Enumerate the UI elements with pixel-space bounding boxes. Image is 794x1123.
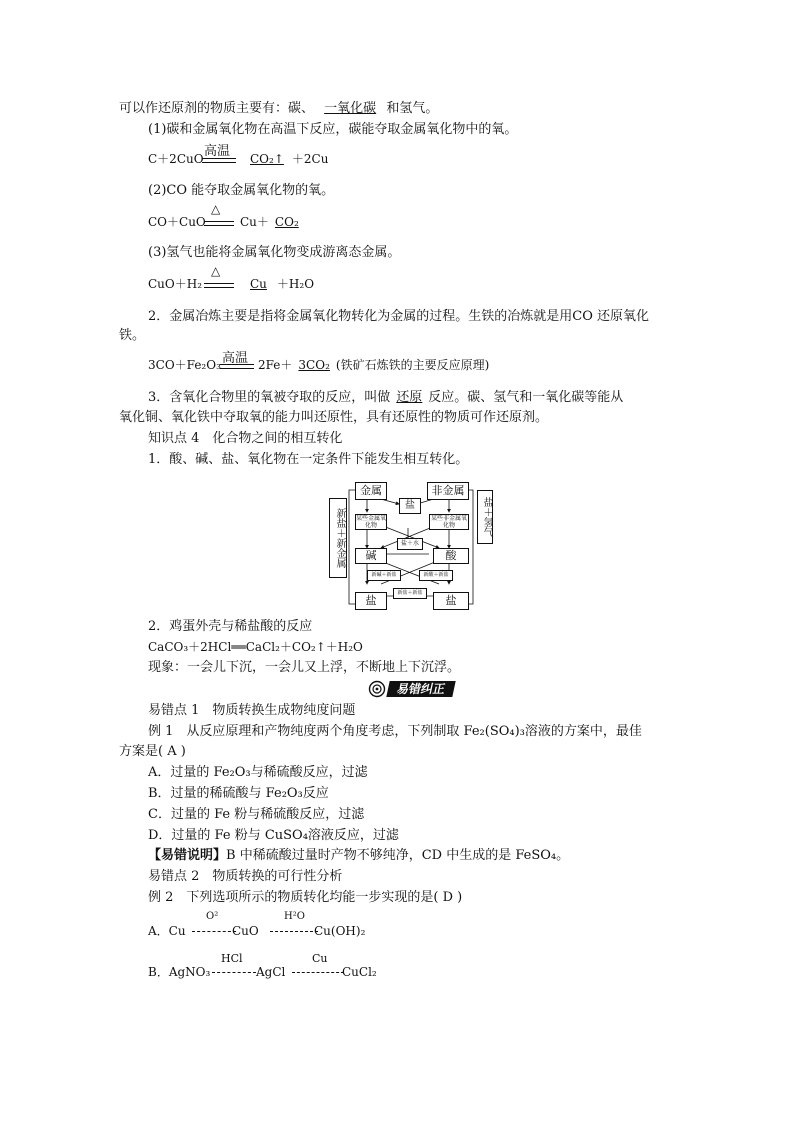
option-b: B．AgNO₃ (148, 965, 211, 979)
paragraph: 2．鸡蛋外壳与稀盐酸的反应 (148, 619, 313, 634)
example-question: 例 2 下列选项所示的物质转化均能一步实现的是( D ) (148, 890, 463, 905)
equals-sign (204, 221, 234, 226)
node-salt-water: 盐＋水 (397, 538, 423, 550)
equals-sign (220, 364, 254, 369)
blank-answer: CO₂ (274, 215, 299, 229)
explanation: 【易错说明】B 中稀硫酸过量时产物不够纯净，CD 中生成的是 FeSO₄。 (148, 848, 570, 863)
node-metal: 金属 (355, 482, 387, 500)
paragraph: 1．酸、碱、盐、氧化物在一定条件下能发生相互转化。 (148, 452, 469, 467)
node-acid: 酸 (433, 548, 469, 564)
equals-sign (204, 283, 234, 288)
node-new-acid-salt: 新酸＋新盐 (419, 570, 453, 581)
node-left-side: 新盐＋新金属 (329, 498, 347, 578)
equals-sign (202, 158, 236, 163)
paragraph: 铁。 (119, 328, 146, 343)
dashed-arrow (292, 972, 344, 973)
paragraph: 2．金属冶炼主要是指将金属氧化物转化为金属的过程。生铁的冶炼就是用CO 还原氧化 (148, 309, 650, 324)
section-badge (368, 680, 458, 698)
equation-2: CO＋CuO (148, 215, 206, 229)
paragraph: (2)CO 能夺取金属氧化物的氧。 (148, 183, 335, 198)
error-heading: 易错点 1 物质转换生成物纯度问题 (148, 703, 356, 718)
section-heading: 知识点 4 化合物之间的相互转化 (148, 431, 343, 446)
node-right-side: 盐＋氢气 (477, 490, 493, 544)
paragraph: 现象：一会儿下沉，一会儿又上浮，不断地上下沉浮。 (148, 660, 461, 675)
node-metal-oxide: 某些金属氧化物 (356, 515, 387, 529)
equation-5: CaCO₃＋2HCl══CaCl₂＋CO₂↑＋H₂O (148, 640, 363, 654)
paragraph: 氧化铜、氧化铁中夺取氧的能力叫还原性，具有还原性的物质可作还原剂。 (119, 410, 549, 425)
dashed-arrow (212, 972, 256, 973)
blank-answer: CO₂↑ (250, 152, 284, 166)
blank-answer: 还原 (396, 390, 423, 405)
option-c: C．过量的 Fe 粉与稀硫酸反应，过滤 (148, 807, 365, 822)
equation-3: CuO＋H₂ (148, 277, 203, 291)
equation-4: 3CO＋Fe₂O₃ (148, 358, 221, 372)
reagent-label: H²O (284, 911, 305, 922)
node-new-salt-pair: 新盐＋新盐 (393, 588, 427, 599)
example-question: 方案是( A ) (119, 744, 186, 759)
reagent-label: HCl (221, 952, 243, 965)
example-question: 例 1 从反应原理和产物纯度两个角度考虑，下列制取 Fe₂(SO₄)₃溶液的方案中，最佳 (148, 724, 642, 739)
blank-answer: 一氧化碳 (324, 101, 377, 116)
reagent-label: O² (206, 911, 219, 922)
option-b: B．过量的稀硫酸与 Fe₂O₃反应 (148, 786, 329, 801)
node-new-base-salt: 新碱＋新盐 (367, 570, 401, 581)
condition-label: 高温 (204, 144, 231, 159)
node-nonmetal-oxide: 某些非金属氧化物 (430, 515, 467, 529)
swirl-icon (368, 680, 388, 698)
option-a: A．过量的 Fe₂O₃与稀硫酸反应，过滤 (148, 765, 368, 780)
node-salt-bl: 盐 (355, 592, 387, 610)
condition-label: 高温 (222, 351, 249, 366)
equation-1: C＋2CuO (148, 152, 204, 166)
heat-symbol: △ (211, 264, 221, 278)
paragraph: (1)碳和金属氧化物在高温下反应，碳能夺取金属氧化物中的氧。 (148, 122, 518, 137)
node-salt-top: 盐 (399, 498, 421, 514)
paragraph: (3)氢气也能将金属氧化物变成游离态金属。 (148, 245, 401, 260)
badge-label: 易错纠正 (386, 681, 455, 697)
option-d: D．过量的 Fe 粉与 CuSO₄溶液反应，过滤 (148, 828, 399, 843)
node-nonmetal: 非金属 (427, 482, 469, 500)
explanation-tag: 【易错说明】 (148, 848, 227, 863)
node-salt-br: 盐 (433, 592, 469, 610)
dashed-arrow (270, 931, 318, 932)
blank-answer: 3CO₂ (298, 358, 330, 372)
intro-line: 可以作还原剂的物质主要有：碳、 一氧化碳 和氢气。 (119, 101, 439, 116)
dashed-arrow (192, 931, 236, 932)
option-a: A．Cu (148, 924, 186, 938)
reagent-label: Cu (312, 952, 328, 965)
conversion-diagram (327, 476, 495, 612)
error-heading: 易错点 2 物质转换的可行性分析 (148, 869, 343, 884)
paragraph: 3．含氧化合物里的氧被夺取的反应，叫做 还原 反应。碳、氢气和一氧化碳等能从 (148, 390, 624, 405)
blank-answer: Cu (250, 277, 267, 291)
node-base: 碱 (355, 548, 387, 564)
heat-symbol: △ (211, 202, 221, 216)
